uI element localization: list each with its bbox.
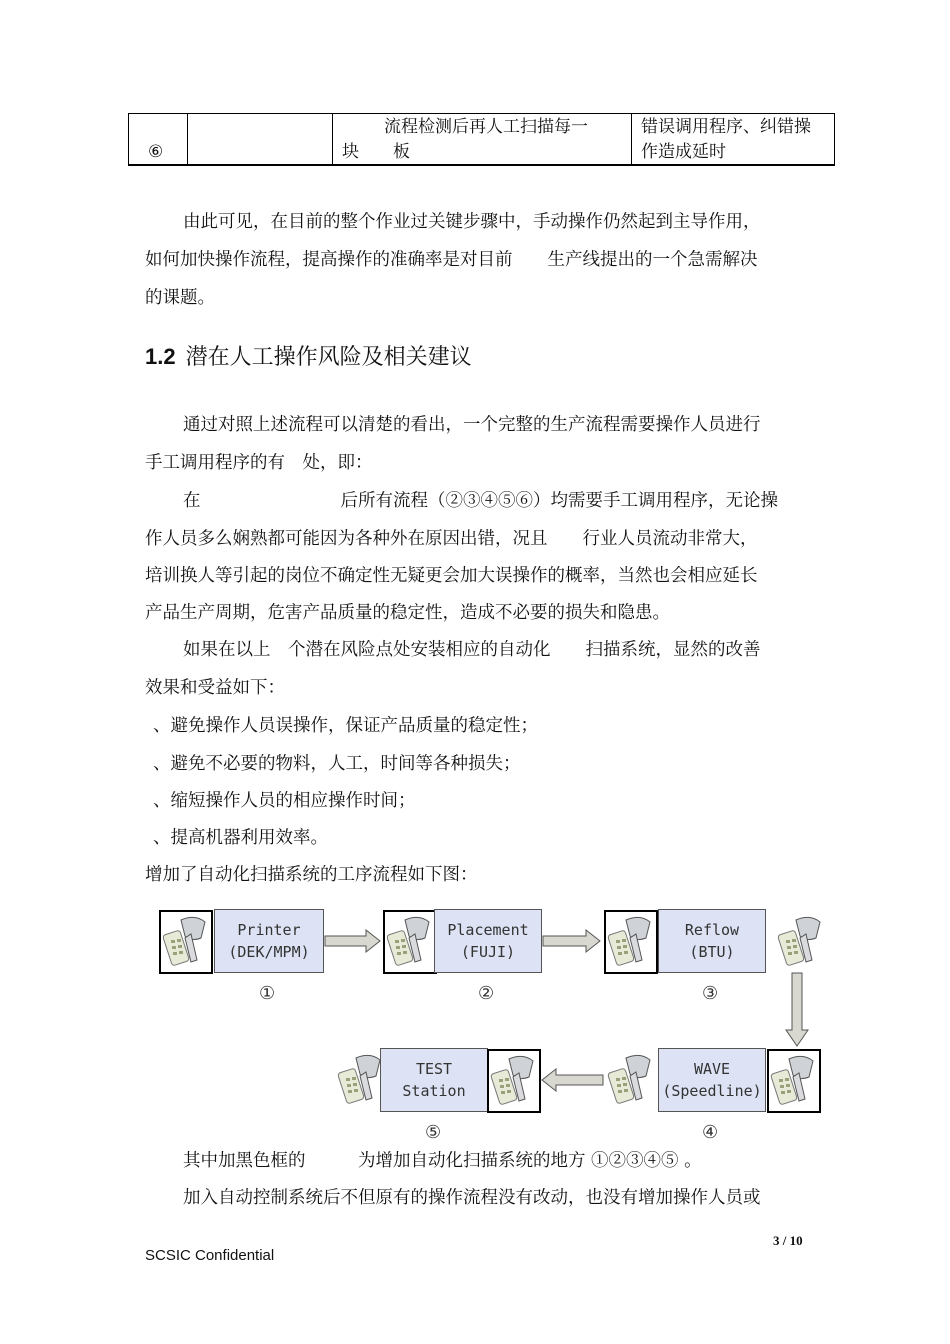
flow-arrow-right xyxy=(542,929,602,953)
confidential-footer: SCSIC Confidential xyxy=(145,1247,275,1264)
paragraph-line: 增加了自动化扫描系统的工序流程如下图： xyxy=(145,865,478,885)
list-item: 、避免不必要的物料，人工，时间等各种损失； xyxy=(153,754,521,774)
reflow-label: Reflow xyxy=(684,921,740,939)
table-col-line xyxy=(128,113,129,165)
table-cell-step: ⑥ xyxy=(148,142,164,162)
table-cell-risk-line1: 错误调用程序、纠错操 xyxy=(641,117,811,137)
step-number: ② xyxy=(478,983,495,1004)
wave-label: WAVE xyxy=(693,1060,731,1078)
table-col-line xyxy=(631,113,632,165)
printer-sublabel: (DEK/MPM) xyxy=(228,943,310,961)
step-number: ④ xyxy=(702,1122,719,1143)
process-box-test-station xyxy=(380,1048,488,1112)
section-title: 潜在人工操作风险及相关建议 xyxy=(185,345,472,370)
table-top-border xyxy=(128,113,835,114)
test-label: TEST xyxy=(415,1060,453,1078)
process-box-wave xyxy=(658,1048,766,1112)
placement-label: Placement xyxy=(447,921,529,939)
reflow-sublabel: (BTU) xyxy=(689,943,735,961)
process-box-printer xyxy=(214,909,324,973)
paragraph-line: 在 后所有流程（②③④⑤⑥）均需要手工调用程序，无论操 xyxy=(183,491,778,511)
step-number: ① xyxy=(259,983,276,1004)
flow-arrow-right xyxy=(324,929,382,953)
step-number: ⑤ xyxy=(425,1122,442,1143)
paragraph-line: 其中加黑色框的 为增加自动化扫描系统的地方 ①②③④⑤ 。 xyxy=(183,1151,702,1171)
page-number: 3 / 10 xyxy=(773,1233,803,1248)
table-col-line xyxy=(834,113,835,165)
process-box-reflow xyxy=(658,909,766,973)
list-item: 、避免操作人员误操作，保证产品质量的稳定性； xyxy=(153,716,538,736)
barcode-scanner-icon xyxy=(606,1050,656,1110)
list-item: 、缩短操作人员的相应操作时间； xyxy=(153,791,416,811)
barcode-scanner-icon xyxy=(604,910,658,974)
barcode-scanner-icon xyxy=(383,910,437,974)
paragraph-line: 培训换人等引起的岗位不确定性无疑更会加大误操作的概率，当然也会相应延长 xyxy=(145,566,758,586)
section-number: 1.2 xyxy=(145,344,176,369)
barcode-scanner-icon xyxy=(336,1050,386,1110)
paragraph-line: 由此可见，在目前的整个作业过关键步骤中，手动操作仍然起到主导作用， xyxy=(183,212,761,232)
wave-sublabel: (Speedline) xyxy=(662,1082,762,1100)
paragraph-line: 加入自动控制系统后不但原有的操作流程没有改动，也没有增加操作人员或 xyxy=(183,1188,761,1208)
paragraph-line: 的课题。 xyxy=(145,288,215,308)
paragraph-line: 通过对照上述流程可以清楚的看出，一个完整的生产流程需要操作人员进行 xyxy=(183,415,761,435)
test-sublabel: Station xyxy=(402,1082,466,1100)
barcode-scanner-icon xyxy=(776,912,826,972)
table-cell-desc-line1: 流程检测后再人工扫描每一 xyxy=(384,117,588,137)
step-number: ③ xyxy=(702,983,719,1004)
placement-sublabel: (FUJI) xyxy=(460,943,516,961)
list-item: 、提高机器利用效率。 xyxy=(153,828,328,848)
paragraph-line: 手工调用程序的有 处，即： xyxy=(145,453,373,473)
paragraph-line: 作人员多么娴熟都可能因为各种外在原因出错，况且 行业人员流动非常大， xyxy=(145,529,758,549)
table-bottom-border xyxy=(128,164,835,166)
paragraph-line: 如何加快操作流程，提高操作的准确率是对目前 生产线提出的一个急需解决 xyxy=(145,250,758,270)
table-col-line xyxy=(332,113,333,165)
flow-arrow-left xyxy=(540,1068,604,1092)
printer-label: Printer xyxy=(237,921,301,939)
flow-arrow-down xyxy=(784,972,810,1048)
table-col-line xyxy=(187,113,188,165)
table-cell-desc-line2: 块 板 xyxy=(342,142,410,162)
barcode-scanner-icon xyxy=(767,1049,821,1113)
process-box-placement xyxy=(434,909,542,973)
paragraph-line: 如果在以上 个潜在风险点处安装相应的自动化 扫描系统，显然的改善 xyxy=(183,640,761,660)
table-cell-risk-line2: 作造成延时 xyxy=(641,142,726,162)
paragraph-line: 效果和受益如下： xyxy=(145,678,285,698)
barcode-scanner-icon xyxy=(487,1049,541,1113)
section-heading xyxy=(145,340,472,371)
paragraph-line: 产品生产周期，危害产品质量的稳定性，造成不必要的损失和隐患。 xyxy=(145,603,670,623)
barcode-scanner-icon xyxy=(159,910,213,974)
